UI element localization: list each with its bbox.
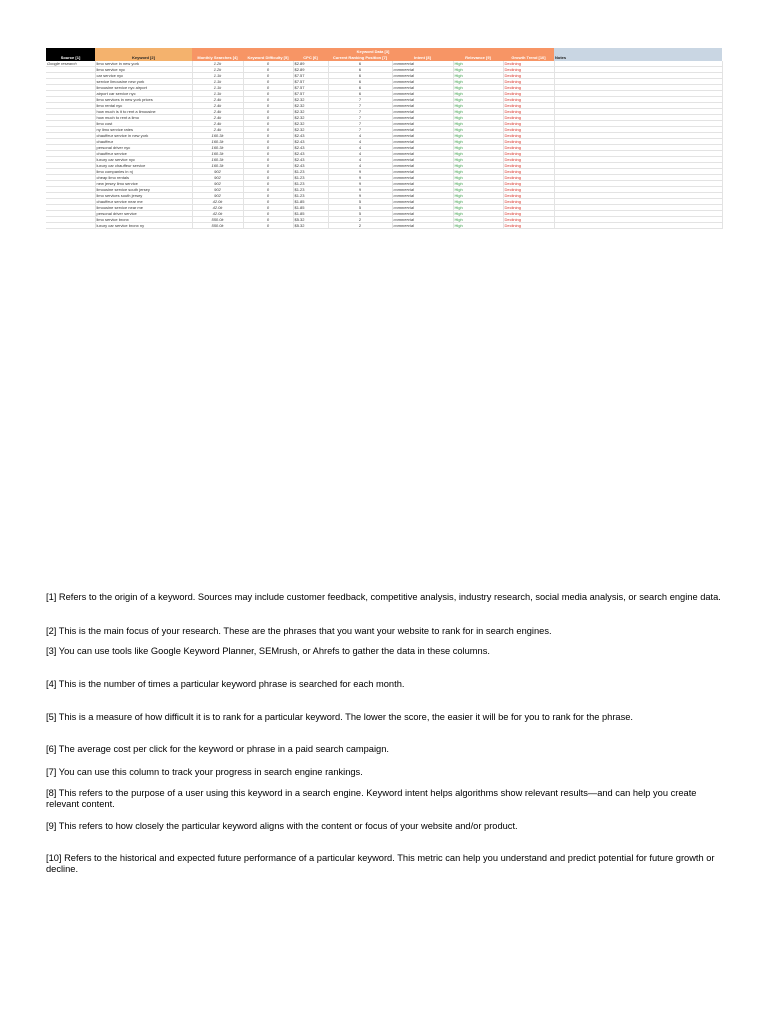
footnote: [4] This is the number of times a particular keyword phrase is searched for each month. bbox=[46, 679, 405, 689]
growth-trend-cell[interactable]: Declining bbox=[503, 97, 554, 103]
ranking-cell[interactable]: 6 bbox=[328, 91, 392, 97]
intent-cell[interactable]: commercial bbox=[392, 139, 453, 145]
growth-trend-cell[interactable]: Declining bbox=[503, 73, 554, 79]
keyword-cell[interactable]: chauffeur service in new york bbox=[95, 133, 192, 139]
footnote: [10] Refers to the historical and expected future performance of a particular keyword. This metric can help you understand and predict potential for future growth or decline. bbox=[46, 853, 715, 874]
ranking-cell[interactable]: 7 bbox=[328, 127, 392, 133]
keyword-cell[interactable]: airport car service nyc bbox=[95, 91, 192, 97]
intent-cell[interactable]: commercial bbox=[392, 73, 453, 79]
growth-trend-cell[interactable]: Declining bbox=[503, 127, 554, 133]
cpc-cell[interactable]: $2.43 bbox=[293, 139, 328, 145]
difficulty-cell[interactable]: 0 bbox=[243, 103, 293, 109]
growth-trend-cell[interactable]: Declining bbox=[503, 199, 554, 205]
monthly-searches-cell[interactable]: 160.3k bbox=[192, 139, 243, 145]
relevance-cell[interactable]: High bbox=[453, 157, 503, 163]
keyword-data-group-header: Keyword Data [3] bbox=[192, 48, 554, 54]
relevance-cell[interactable]: High bbox=[453, 79, 503, 85]
relevance-cell[interactable]: High bbox=[453, 127, 503, 133]
growth-trend-cell[interactable]: Declining bbox=[503, 115, 554, 121]
keyword-cell[interactable]: chauffeur bbox=[95, 139, 192, 145]
ranking-cell[interactable]: 4 bbox=[328, 145, 392, 151]
ranking-cell[interactable]: 6 bbox=[328, 67, 392, 73]
difficulty-cell[interactable]: 0 bbox=[243, 205, 293, 211]
intent-cell[interactable]: commercial bbox=[392, 163, 453, 169]
difficulty-cell[interactable]: 0 bbox=[243, 169, 293, 175]
footnote: [9] This refers to how closely the particular keyword aligns with the content or focus of your website and/or product. bbox=[46, 821, 518, 831]
keyword-cell[interactable]: personal driver nyc bbox=[95, 145, 192, 151]
ranking-cell[interactable]: 4 bbox=[328, 163, 392, 169]
intent-cell[interactable]: commercial bbox=[392, 121, 453, 127]
intent-cell[interactable]: commercial bbox=[392, 91, 453, 97]
intent-cell[interactable]: commercial bbox=[392, 79, 453, 85]
footnote: [8] This refers to the purpose of a user using this keyword in a search engine. Keyword intent helps algorithms show relevant results—and can help you create relevant content. bbox=[46, 788, 697, 809]
ranking-cell[interactable]: 7 bbox=[328, 97, 392, 103]
growth-trend-cell[interactable]: Declining bbox=[503, 61, 554, 67]
monthly-searches-cell[interactable]: 1.1k bbox=[192, 79, 243, 85]
difficulty-cell[interactable]: 0 bbox=[243, 121, 293, 127]
intent-cell[interactable]: commercial bbox=[392, 133, 453, 139]
cpc-cell[interactable]: $2.43 bbox=[293, 151, 328, 157]
ranking-cell[interactable]: 9 bbox=[328, 175, 392, 181]
keyword-cell[interactable]: limo service nyc bbox=[95, 67, 192, 73]
growth-trend-cell[interactable]: Declining bbox=[503, 91, 554, 97]
monthly-searches-cell[interactable]: 1.1k bbox=[192, 85, 243, 91]
growth-trend-cell[interactable]: Declining bbox=[503, 133, 554, 139]
monthly-searches-cell[interactable]: 160.3k bbox=[192, 151, 243, 157]
relevance-cell[interactable]: High bbox=[453, 145, 503, 151]
intent-cell[interactable]: commercial bbox=[392, 205, 453, 211]
growth-trend-cell[interactable]: Declining bbox=[503, 187, 554, 193]
keyword-cell[interactable]: limo rental nyc bbox=[95, 103, 192, 109]
cpc-cell[interactable]: $7.57 bbox=[293, 73, 328, 79]
keyword-cell[interactable]: luxury car chauffeur service bbox=[95, 163, 192, 169]
relevance-cell[interactable]: High bbox=[453, 223, 503, 229]
keyword-cell[interactable]: how much is it to rent a limousine bbox=[95, 109, 192, 115]
cpc-cell[interactable]: $2.89 bbox=[293, 67, 328, 73]
footnote: [2] This is the main focus of your research. These are the phrases that you want your website to rank for in search engines. bbox=[46, 626, 552, 636]
header-relevance[interactable]: Relevance [9] bbox=[453, 54, 503, 61]
keyword-research-table bbox=[46, 48, 723, 229]
difficulty-cell[interactable]: 0 bbox=[243, 109, 293, 115]
keyword-cell[interactable]: ny limo service rates bbox=[95, 127, 192, 133]
ranking-cell[interactable]: 9 bbox=[328, 169, 392, 175]
footnote: [1] Refers to the origin of a keyword. Sources may include customer feedback, competitive analysis, industry research, social media analysis, or search engine data. bbox=[46, 592, 721, 602]
footnote: [5] This is a measure of how difficult it is to rank for a particular keyword. The lower the score, the easier it will be for you to rank for the phrase. bbox=[46, 712, 634, 722]
header-intent[interactable]: Intent [8] bbox=[392, 54, 453, 61]
monthly-searches-cell[interactable]: 160.3k bbox=[192, 163, 243, 169]
cpc-cell[interactable]: $1.23 bbox=[293, 169, 328, 175]
cpc-cell[interactable]: $2.32 bbox=[293, 97, 328, 103]
ranking-cell[interactable]: 6 bbox=[328, 73, 392, 79]
relevance-cell[interactable]: High bbox=[453, 139, 503, 145]
notes-cell[interactable] bbox=[554, 223, 722, 229]
ranking-cell[interactable]: 6 bbox=[328, 61, 392, 67]
growth-trend-cell[interactable]: Declining bbox=[503, 169, 554, 175]
cpc-cell[interactable]: $2.32 bbox=[293, 109, 328, 115]
difficulty-cell[interactable]: 0 bbox=[243, 217, 293, 223]
growth-trend-cell[interactable]: Declining bbox=[503, 217, 554, 223]
relevance-cell[interactable]: High bbox=[453, 85, 503, 91]
keyword-cell[interactable]: limo companies in nj bbox=[95, 169, 192, 175]
header-keyword-difficulty[interactable]: Keyword Difficulty [5] bbox=[243, 54, 293, 61]
difficulty-cell[interactable]: 0 bbox=[243, 145, 293, 151]
relevance-cell[interactable]: High bbox=[453, 91, 503, 97]
keyword-cell[interactable]: limousine service nyc airport bbox=[95, 85, 192, 91]
growth-trend-cell[interactable]: Declining bbox=[503, 151, 554, 157]
cpc-cell[interactable]: $1.23 bbox=[293, 175, 328, 181]
keyword-cell[interactable]: limo service bronx bbox=[95, 217, 192, 223]
ranking-cell[interactable]: 7 bbox=[328, 109, 392, 115]
growth-trend-cell[interactable]: Declining bbox=[503, 139, 554, 145]
monthly-searches-cell[interactable]: 2.4k bbox=[192, 103, 243, 109]
difficulty-cell[interactable]: 0 bbox=[243, 79, 293, 85]
header-monthly-searches[interactable]: Monthly Searches [4] bbox=[192, 54, 243, 61]
relevance-cell[interactable]: High bbox=[453, 163, 503, 169]
relevance-cell[interactable]: High bbox=[453, 109, 503, 115]
growth-trend-cell[interactable]: Declining bbox=[503, 193, 554, 199]
growth-trend-cell[interactable]: Declining bbox=[503, 175, 554, 181]
difficulty-cell[interactable]: 0 bbox=[243, 199, 293, 205]
keyword-cell[interactable]: new jersey limo service bbox=[95, 181, 192, 187]
monthly-searches-cell[interactable]: 902 bbox=[192, 175, 243, 181]
intent-cell[interactable]: commercial bbox=[392, 157, 453, 163]
relevance-cell[interactable]: High bbox=[453, 181, 503, 187]
intent-cell[interactable]: commercial bbox=[392, 85, 453, 91]
monthly-searches-cell[interactable]: 2.4k bbox=[192, 97, 243, 103]
relevance-cell[interactable]: High bbox=[453, 217, 503, 223]
growth-trend-cell[interactable]: Declining bbox=[503, 223, 554, 229]
keyword-cell[interactable]: limo services south jersey bbox=[95, 193, 192, 199]
intent-cell[interactable]: commercial bbox=[392, 145, 453, 151]
source-cell[interactable] bbox=[46, 223, 95, 229]
intent-cell[interactable]: commercial bbox=[392, 169, 453, 175]
cpc-cell[interactable]: $5.32 bbox=[293, 217, 328, 223]
ranking-cell[interactable]: 5 bbox=[328, 205, 392, 211]
cpc-cell[interactable]: $2.89 bbox=[293, 61, 328, 67]
monthly-searches-cell[interactable]: 902 bbox=[192, 193, 243, 199]
keyword-cell[interactable]: car service nyc bbox=[95, 73, 192, 79]
intent-cell[interactable]: commercial bbox=[392, 223, 453, 229]
growth-trend-cell[interactable]: Declining bbox=[503, 181, 554, 187]
growth-trend-cell[interactable]: Declining bbox=[503, 157, 554, 163]
cpc-cell[interactable]: $1.85 bbox=[293, 205, 328, 211]
ranking-cell[interactable]: 7 bbox=[328, 121, 392, 127]
relevance-cell[interactable]: High bbox=[453, 199, 503, 205]
growth-trend-cell[interactable]: Declining bbox=[503, 211, 554, 217]
monthly-searches-cell[interactable]: 902 bbox=[192, 187, 243, 193]
difficulty-cell[interactable]: 0 bbox=[243, 175, 293, 181]
monthly-searches-cell[interactable]: 42.0k bbox=[192, 199, 243, 205]
keyword-cell[interactable]: luxury car service bronx ny bbox=[95, 223, 192, 229]
cpc-cell[interactable]: $2.32 bbox=[293, 127, 328, 133]
intent-cell[interactable]: commercial bbox=[392, 127, 453, 133]
relevance-cell[interactable]: High bbox=[453, 121, 503, 127]
monthly-searches-cell[interactable]: 550.0k bbox=[192, 217, 243, 223]
ranking-cell[interactable]: 4 bbox=[328, 157, 392, 163]
monthly-searches-cell[interactable]: 2.4k bbox=[192, 115, 243, 121]
intent-cell[interactable]: commercial bbox=[392, 109, 453, 115]
table-row bbox=[46, 223, 722, 229]
difficulty-cell[interactable]: 0 bbox=[243, 187, 293, 193]
monthly-searches-cell[interactable]: 2.4k bbox=[192, 109, 243, 115]
ranking-cell[interactable]: 5 bbox=[328, 199, 392, 205]
relevance-cell[interactable]: High bbox=[453, 103, 503, 109]
header-source[interactable]: Source [1] bbox=[46, 54, 95, 61]
cpc-cell[interactable]: $1.85 bbox=[293, 199, 328, 205]
cpc-cell[interactable]: $2.32 bbox=[293, 115, 328, 121]
header-growth-trend[interactable]: Growth Trend [10] bbox=[503, 54, 554, 61]
growth-trend-cell[interactable]: Declining bbox=[503, 163, 554, 169]
monthly-searches-cell[interactable]: 902 bbox=[192, 169, 243, 175]
monthly-searches-cell[interactable]: 550.0k bbox=[192, 223, 243, 229]
difficulty-cell[interactable]: 0 bbox=[243, 193, 293, 199]
monthly-searches-cell[interactable]: 1.1k bbox=[192, 91, 243, 97]
keyword-cell[interactable]: cheap limo rentals bbox=[95, 175, 192, 181]
keyword-cell[interactable]: limo services in new york prices bbox=[95, 97, 192, 103]
cpc-cell[interactable]: $7.57 bbox=[293, 85, 328, 91]
monthly-searches-cell[interactable]: 160.3k bbox=[192, 133, 243, 139]
intent-cell[interactable]: commercial bbox=[392, 61, 453, 67]
intent-cell[interactable]: commercial bbox=[392, 211, 453, 217]
difficulty-cell[interactable]: 0 bbox=[243, 61, 293, 67]
ranking-cell[interactable]: 7 bbox=[328, 115, 392, 121]
ranking-cell[interactable]: 4 bbox=[328, 133, 392, 139]
relevance-cell[interactable]: High bbox=[453, 193, 503, 199]
intent-cell[interactable]: commercial bbox=[392, 115, 453, 121]
header-keyword[interactable]: Keyword [2] bbox=[95, 54, 192, 61]
relevance-cell[interactable]: High bbox=[453, 61, 503, 67]
ranking-cell[interactable]: 2 bbox=[328, 223, 392, 229]
monthly-searches-cell[interactable]: 902 bbox=[192, 181, 243, 187]
difficulty-cell[interactable]: 0 bbox=[243, 115, 293, 121]
monthly-searches-cell[interactable]: 1.2k bbox=[192, 61, 243, 67]
keyword-cell[interactable]: how much to rent a limo bbox=[95, 115, 192, 121]
relevance-cell[interactable]: High bbox=[453, 205, 503, 211]
intent-cell[interactable]: commercial bbox=[392, 103, 453, 109]
keyword-cell[interactable]: limo service in new york bbox=[95, 61, 192, 67]
difficulty-cell[interactable]: 0 bbox=[243, 157, 293, 163]
keyword-cell[interactable]: limo cost bbox=[95, 121, 192, 127]
difficulty-cell[interactable]: 0 bbox=[243, 127, 293, 133]
cpc-cell[interactable]: $1.23 bbox=[293, 193, 328, 199]
growth-trend-cell[interactable]: Declining bbox=[503, 205, 554, 211]
difficulty-cell[interactable]: 0 bbox=[243, 67, 293, 73]
monthly-searches-cell[interactable]: 42.0k bbox=[192, 205, 243, 211]
difficulty-cell[interactable]: 0 bbox=[243, 85, 293, 91]
relevance-cell[interactable]: High bbox=[453, 169, 503, 175]
cpc-cell[interactable]: $2.43 bbox=[293, 157, 328, 163]
monthly-searches-cell[interactable]: 2.4k bbox=[192, 121, 243, 127]
intent-cell[interactable]: commercial bbox=[392, 67, 453, 73]
cpc-cell[interactable]: $7.57 bbox=[293, 79, 328, 85]
intent-cell[interactable]: commercial bbox=[392, 175, 453, 181]
relevance-cell[interactable]: High bbox=[453, 73, 503, 79]
difficulty-cell[interactable]: 0 bbox=[243, 73, 293, 79]
intent-cell[interactable]: commercial bbox=[392, 193, 453, 199]
growth-trend-cell[interactable]: Declining bbox=[503, 85, 554, 91]
cpc-cell[interactable]: $1.23 bbox=[293, 181, 328, 187]
difficulty-cell[interactable]: 0 bbox=[243, 223, 293, 229]
ranking-cell[interactable]: 9 bbox=[328, 181, 392, 187]
column-header-row bbox=[46, 54, 722, 61]
relevance-cell[interactable]: High bbox=[453, 211, 503, 217]
growth-trend-cell[interactable]: Declining bbox=[503, 79, 554, 85]
relevance-cell[interactable]: High bbox=[453, 115, 503, 121]
keyword-cell[interactable]: service limousine new york bbox=[95, 79, 192, 85]
cpc-cell[interactable]: $1.85 bbox=[293, 211, 328, 217]
keyword-cell[interactable]: limousine service near me bbox=[95, 205, 192, 211]
ranking-cell[interactable]: 6 bbox=[328, 79, 392, 85]
ranking-cell[interactable]: 4 bbox=[328, 139, 392, 145]
header-ranking-position[interactable]: Current Ranking Position [7] bbox=[328, 54, 392, 61]
cpc-cell[interactable]: $2.43 bbox=[293, 133, 328, 139]
footnote: [3] You can use tools like Google Keyword Planner, SEMrush, or Ahrefs to gather the data in these columns. bbox=[46, 646, 490, 656]
intent-cell[interactable]: commercial bbox=[392, 217, 453, 223]
difficulty-cell[interactable]: 0 bbox=[243, 163, 293, 169]
difficulty-cell[interactable]: 0 bbox=[243, 139, 293, 145]
header-notes[interactable]: Notes bbox=[554, 54, 722, 61]
monthly-searches-cell[interactable]: 160.3k bbox=[192, 157, 243, 163]
footnote: [6] The average cost per click for the keyword or phrase in a paid search campaign. bbox=[46, 744, 389, 754]
header-cpc[interactable]: CPC [6] bbox=[293, 54, 328, 61]
intent-cell[interactable]: commercial bbox=[392, 199, 453, 205]
relevance-cell[interactable]: High bbox=[453, 175, 503, 181]
cpc-cell[interactable]: $5.32 bbox=[293, 223, 328, 229]
cpc-cell[interactable]: $2.43 bbox=[293, 163, 328, 169]
relevance-cell[interactable]: High bbox=[453, 133, 503, 139]
keyword-cell[interactable]: luxury car service nyc bbox=[95, 157, 192, 163]
ranking-cell[interactable]: 9 bbox=[328, 193, 392, 199]
ranking-cell[interactable]: 9 bbox=[328, 187, 392, 193]
footnote: [7] You can use this column to track your progress in search engine rankings. bbox=[46, 767, 363, 777]
monthly-searches-cell[interactable]: 42.0k bbox=[192, 211, 243, 217]
relevance-cell[interactable]: High bbox=[453, 187, 503, 193]
intent-cell[interactable]: commercial bbox=[392, 151, 453, 157]
difficulty-cell[interactable]: 0 bbox=[243, 91, 293, 97]
cpc-cell[interactable]: $2.32 bbox=[293, 103, 328, 109]
keyword-cell[interactable]: personal driver service bbox=[95, 211, 192, 217]
intent-cell[interactable]: commercial bbox=[392, 187, 453, 193]
cpc-cell[interactable]: $1.23 bbox=[293, 187, 328, 193]
relevance-cell[interactable]: High bbox=[453, 97, 503, 103]
ranking-cell[interactable]: 6 bbox=[328, 85, 392, 91]
ranking-cell[interactable]: 2 bbox=[328, 217, 392, 223]
source-cell[interactable]: Google research bbox=[46, 61, 95, 67]
ranking-cell[interactable]: 5 bbox=[328, 211, 392, 217]
difficulty-cell[interactable]: 0 bbox=[243, 133, 293, 139]
growth-trend-cell[interactable]: Declining bbox=[503, 121, 554, 127]
growth-trend-cell[interactable]: Declining bbox=[503, 67, 554, 73]
keyword-cell[interactable]: limousine service south jersey bbox=[95, 187, 192, 193]
cpc-cell[interactable]: $7.57 bbox=[293, 91, 328, 97]
cpc-cell[interactable]: $2.43 bbox=[293, 145, 328, 151]
keyword-cell[interactable]: chauffeur service bbox=[95, 151, 192, 157]
monthly-searches-cell[interactable]: 160.3k bbox=[192, 145, 243, 151]
monthly-searches-cell[interactable]: 1.1k bbox=[192, 73, 243, 79]
difficulty-cell[interactable]: 0 bbox=[243, 151, 293, 157]
growth-trend-cell[interactable]: Declining bbox=[503, 103, 554, 109]
growth-trend-cell[interactable]: Declining bbox=[503, 145, 554, 151]
monthly-searches-cell[interactable]: 1.2k bbox=[192, 67, 243, 73]
difficulty-cell[interactable]: 0 bbox=[243, 97, 293, 103]
cpc-cell[interactable]: $2.32 bbox=[293, 121, 328, 127]
relevance-cell[interactable]: High bbox=[453, 151, 503, 157]
monthly-searches-cell[interactable]: 2.4k bbox=[192, 127, 243, 133]
difficulty-cell[interactable]: 0 bbox=[243, 181, 293, 187]
relevance-cell[interactable]: High bbox=[453, 67, 503, 73]
difficulty-cell[interactable]: 0 bbox=[243, 211, 293, 217]
ranking-cell[interactable]: 4 bbox=[328, 151, 392, 157]
intent-cell[interactable]: commercial bbox=[392, 97, 453, 103]
intent-cell[interactable]: commercial bbox=[392, 181, 453, 187]
keyword-cell[interactable]: chauffeur service near me bbox=[95, 199, 192, 205]
growth-trend-cell[interactable]: Declining bbox=[503, 109, 554, 115]
ranking-cell[interactable]: 7 bbox=[328, 103, 392, 109]
